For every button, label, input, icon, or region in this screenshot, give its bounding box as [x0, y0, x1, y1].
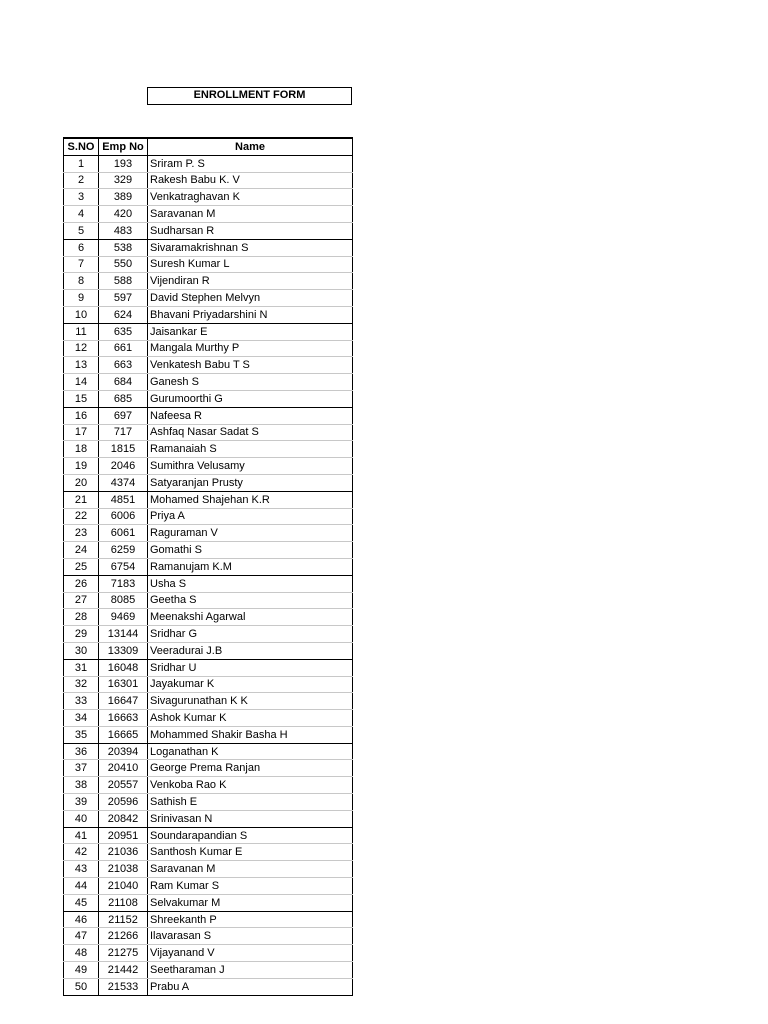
row-emp-no: 538 — [99, 239, 148, 256]
row-sno: 11 — [64, 323, 99, 340]
row-sno: 31 — [64, 659, 99, 676]
row-name: Nafeesa R — [148, 407, 353, 424]
row-emp-no: 21275 — [99, 945, 148, 962]
row-name: Saravanan M — [148, 861, 353, 878]
row-name: Sivagurunathan K K — [148, 693, 353, 710]
row-emp-no: 21442 — [99, 962, 148, 979]
row-name: Saravanan M — [148, 206, 353, 223]
table-row — [64, 592, 353, 609]
row-emp-no: 13309 — [99, 642, 148, 659]
table-row — [64, 424, 353, 441]
row-sno: 12 — [64, 340, 99, 357]
table-row — [64, 206, 353, 223]
row-name: Sumithra Velusamy — [148, 458, 353, 475]
row-name: Jayakumar K — [148, 676, 353, 693]
row-name: David Stephen Melvyn — [148, 290, 353, 307]
table-row — [64, 878, 353, 895]
row-emp-no: 6061 — [99, 525, 148, 542]
table-row — [64, 189, 353, 206]
row-emp-no: 21036 — [99, 844, 148, 861]
row-sno: 19 — [64, 458, 99, 475]
row-name: Mohamed Shajehan K.R — [148, 491, 353, 508]
row-emp-no: 389 — [99, 189, 148, 206]
row-emp-no: 663 — [99, 357, 148, 374]
row-sno: 45 — [64, 894, 99, 911]
row-sno: 41 — [64, 827, 99, 844]
row-sno: 7 — [64, 256, 99, 273]
table-row — [64, 357, 353, 374]
row-sno: 27 — [64, 592, 99, 609]
row-name: Satyaranjan Prusty — [148, 474, 353, 491]
table-row — [64, 390, 353, 407]
row-name: Mohammed Shakir Basha H — [148, 726, 353, 743]
row-sno: 30 — [64, 642, 99, 659]
row-emp-no: 1815 — [99, 441, 148, 458]
row-name: Sridhar G — [148, 626, 353, 643]
row-emp-no: 717 — [99, 424, 148, 441]
row-emp-no: 8085 — [99, 592, 148, 609]
row-emp-no: 13144 — [99, 626, 148, 643]
row-sno: 23 — [64, 525, 99, 542]
row-emp-no: 16665 — [99, 726, 148, 743]
row-sno: 3 — [64, 189, 99, 206]
row-emp-no: 2046 — [99, 458, 148, 475]
row-name: Geetha S — [148, 592, 353, 609]
row-name: Venkatesh Babu T S — [148, 357, 353, 374]
row-name: Usha S — [148, 575, 353, 592]
table-row — [64, 693, 353, 710]
table-row — [64, 911, 353, 928]
row-emp-no: 9469 — [99, 609, 148, 626]
row-emp-no: 21266 — [99, 928, 148, 945]
row-sno: 49 — [64, 962, 99, 979]
row-name: Suresh Kumar L — [148, 256, 353, 273]
row-sno: 40 — [64, 810, 99, 827]
row-sno: 2 — [64, 172, 99, 189]
row-name: Raguraman V — [148, 525, 353, 542]
table-row — [64, 642, 353, 659]
row-emp-no: 20596 — [99, 794, 148, 811]
row-emp-no: 635 — [99, 323, 148, 340]
row-sno: 32 — [64, 676, 99, 693]
row-emp-no: 685 — [99, 390, 148, 407]
row-sno: 15 — [64, 390, 99, 407]
table-row — [64, 290, 353, 307]
table-row — [64, 626, 353, 643]
row-sno: 22 — [64, 508, 99, 525]
row-sno: 48 — [64, 945, 99, 962]
row-emp-no: 21533 — [99, 978, 148, 995]
row-emp-no: 6006 — [99, 508, 148, 525]
table-row — [64, 542, 353, 559]
row-name: Ilavarasan S — [148, 928, 353, 945]
row-sno: 47 — [64, 928, 99, 945]
table-row — [64, 323, 353, 340]
table-row — [64, 810, 353, 827]
row-name: Ramanaiah S — [148, 441, 353, 458]
row-name: Vijayanand V — [148, 945, 353, 962]
header-emp-no: Emp No — [99, 138, 148, 155]
row-emp-no: 329 — [99, 172, 148, 189]
row-emp-no: 684 — [99, 374, 148, 391]
row-name: Ramanujam K.M — [148, 558, 353, 575]
table-row — [64, 945, 353, 962]
table-row — [64, 374, 353, 391]
row-emp-no: 20557 — [99, 777, 148, 794]
table-row — [64, 508, 353, 525]
table-row — [64, 676, 353, 693]
row-sno: 34 — [64, 710, 99, 727]
row-emp-no: 597 — [99, 290, 148, 307]
row-sno: 25 — [64, 558, 99, 575]
row-sno: 33 — [64, 693, 99, 710]
row-emp-no: 16301 — [99, 676, 148, 693]
row-emp-no: 20410 — [99, 760, 148, 777]
row-name: Ashok Kumar K — [148, 710, 353, 727]
row-emp-no: 20951 — [99, 827, 148, 844]
row-emp-no: 20394 — [99, 743, 148, 760]
table-row — [64, 525, 353, 542]
row-emp-no: 20842 — [99, 810, 148, 827]
table-row — [64, 474, 353, 491]
row-sno: 35 — [64, 726, 99, 743]
table-row — [64, 710, 353, 727]
row-name: Srinivasan N — [148, 810, 353, 827]
row-sno: 20 — [64, 474, 99, 491]
table-row — [64, 306, 353, 323]
row-name: Sriram P. S — [148, 155, 353, 172]
header-sno: S.NO — [64, 138, 99, 155]
table-row — [64, 609, 353, 626]
row-name: Priya A — [148, 508, 353, 525]
form-title: ENROLLMENT FORM — [147, 87, 352, 105]
row-sno: 5 — [64, 222, 99, 239]
row-sno: 8 — [64, 273, 99, 290]
enrollment-table — [63, 137, 353, 996]
row-name: Santhosh Kumar E — [148, 844, 353, 861]
table-row — [64, 441, 353, 458]
header-name: Name — [148, 138, 353, 155]
row-name: Loganathan K — [148, 743, 353, 760]
row-emp-no: 193 — [99, 155, 148, 172]
row-sno: 17 — [64, 424, 99, 441]
table-body — [64, 155, 353, 995]
row-name: Venkoba Rao K — [148, 777, 353, 794]
row-name: George Prema Ranjan — [148, 760, 353, 777]
row-emp-no: 661 — [99, 340, 148, 357]
row-name: Veeradurai J.B — [148, 642, 353, 659]
row-sno: 44 — [64, 878, 99, 895]
row-sno: 24 — [64, 542, 99, 559]
row-emp-no: 6259 — [99, 542, 148, 559]
table-row — [64, 894, 353, 911]
row-emp-no: 483 — [99, 222, 148, 239]
row-name: Mangala Murthy P — [148, 340, 353, 357]
row-emp-no: 4851 — [99, 491, 148, 508]
row-sno: 37 — [64, 760, 99, 777]
table-row — [64, 743, 353, 760]
table-row — [64, 222, 353, 239]
table-row — [64, 794, 353, 811]
table-row — [64, 340, 353, 357]
row-sno: 9 — [64, 290, 99, 307]
table-row — [64, 256, 353, 273]
table-row — [64, 978, 353, 995]
row-name: Rakesh Babu K. V — [148, 172, 353, 189]
row-name: Ram Kumar S — [148, 878, 353, 895]
row-sno: 18 — [64, 441, 99, 458]
row-sno: 6 — [64, 239, 99, 256]
table-row — [64, 777, 353, 794]
row-name: Venkatraghavan K — [148, 189, 353, 206]
row-sno: 50 — [64, 978, 99, 995]
table-row — [64, 928, 353, 945]
row-emp-no: 16663 — [99, 710, 148, 727]
row-name: Bhavani Priyadarshini N — [148, 306, 353, 323]
row-sno: 42 — [64, 844, 99, 861]
table-row — [64, 659, 353, 676]
row-emp-no: 624 — [99, 306, 148, 323]
row-emp-no: 21038 — [99, 861, 148, 878]
table-row — [64, 239, 353, 256]
row-sno: 13 — [64, 357, 99, 374]
row-name: Ganesh S — [148, 374, 353, 391]
row-sno: 39 — [64, 794, 99, 811]
row-sno: 28 — [64, 609, 99, 626]
row-sno: 10 — [64, 306, 99, 323]
row-emp-no: 550 — [99, 256, 148, 273]
row-name: Sudharsan R — [148, 222, 353, 239]
table-row — [64, 458, 353, 475]
row-name: Ashfaq Nasar Sadat S — [148, 424, 353, 441]
row-name: Sivaramakrishnan S — [148, 239, 353, 256]
table-row — [64, 844, 353, 861]
table-row — [64, 558, 353, 575]
row-name: Sathish E — [148, 794, 353, 811]
table-row — [64, 273, 353, 290]
row-sno: 4 — [64, 206, 99, 223]
row-sno: 1 — [64, 155, 99, 172]
row-emp-no: 7183 — [99, 575, 148, 592]
row-emp-no: 16647 — [99, 693, 148, 710]
row-sno: 26 — [64, 575, 99, 592]
row-sno: 38 — [64, 777, 99, 794]
row-sno: 43 — [64, 861, 99, 878]
table-row — [64, 827, 353, 844]
row-name: Sridhar U — [148, 659, 353, 676]
row-name: Jaisankar E — [148, 323, 353, 340]
table-row — [64, 726, 353, 743]
row-name: Gurumoorthi G — [148, 390, 353, 407]
row-emp-no: 4374 — [99, 474, 148, 491]
row-name: Selvakumar M — [148, 894, 353, 911]
row-name: Gomathi S — [148, 542, 353, 559]
row-emp-no: 16048 — [99, 659, 148, 676]
row-emp-no: 420 — [99, 206, 148, 223]
row-sno: 14 — [64, 374, 99, 391]
row-sno: 29 — [64, 626, 99, 643]
table-header-row — [64, 138, 353, 155]
row-name: Prabu A — [148, 978, 353, 995]
table-row — [64, 962, 353, 979]
table-row — [64, 407, 353, 424]
table-row — [64, 172, 353, 189]
row-name: Shreekanth P — [148, 911, 353, 928]
row-emp-no: 21040 — [99, 878, 148, 895]
table-row — [64, 491, 353, 508]
table-row — [64, 155, 353, 172]
row-sno: 36 — [64, 743, 99, 760]
row-sno: 46 — [64, 911, 99, 928]
row-emp-no: 21108 — [99, 894, 148, 911]
table-row — [64, 861, 353, 878]
table-row — [64, 575, 353, 592]
row-name: Meenakshi Agarwal — [148, 609, 353, 626]
row-name: Seetharaman J — [148, 962, 353, 979]
row-emp-no: 588 — [99, 273, 148, 290]
row-emp-no: 21152 — [99, 911, 148, 928]
row-sno: 21 — [64, 491, 99, 508]
row-name: Vijendiran R — [148, 273, 353, 290]
row-emp-no: 697 — [99, 407, 148, 424]
row-name: Soundarapandian S — [148, 827, 353, 844]
table-row — [64, 760, 353, 777]
row-emp-no: 6754 — [99, 558, 148, 575]
row-sno: 16 — [64, 407, 99, 424]
